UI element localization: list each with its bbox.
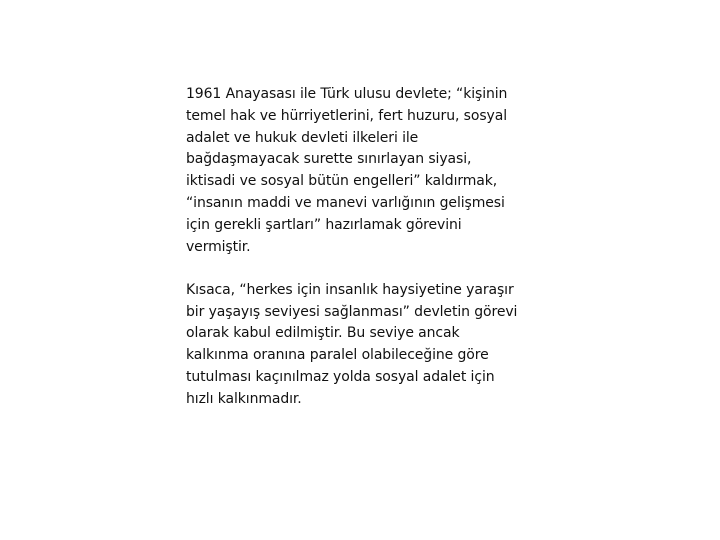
text-line: iktisadi ve sosyal bütün engelleri” kaldırmak, — [186, 173, 498, 190]
text-line: vermiştir. — [186, 238, 251, 255]
paragraph-constitution-duties — [186, 84, 546, 258]
text-line: olarak kabul edilmiştir. Bu seviye ancak — [186, 325, 460, 342]
text-line: “insanın maddi ve manevi varlığının gelişmesi — [186, 194, 505, 211]
text-line: kalkınma oranına paralel olabileceğine göre — [186, 347, 489, 364]
text-line: bir yaşayış seviyesi sağlanması” devletin görevi — [186, 303, 518, 320]
text-line: bağdaşmayacak surette sınırlayan siyasi, — [186, 151, 472, 168]
text-line: temel hak ve hürriyetlerini, fert huzuru, sosyal — [186, 107, 507, 124]
text-line: için gerekli şartları” hazırlamak görevini — [186, 216, 462, 233]
text-line: 1961 Anayasası ile Türk ulusu devlete; “kişinin — [186, 86, 508, 102]
body-text — [186, 84, 546, 411]
text-line: tutulması kaçınılmaz yolda sosyal adalet için — [186, 369, 495, 386]
text-line: Kısaca, “herkes için insanlık haysiyetine yaraşır — [186, 281, 514, 298]
text-line: hızlı kalkınmadır. — [186, 390, 302, 407]
paragraph-summary — [186, 280, 546, 411]
text-line: adalet ve hukuk devleti ilkeleri ile — [186, 129, 419, 146]
